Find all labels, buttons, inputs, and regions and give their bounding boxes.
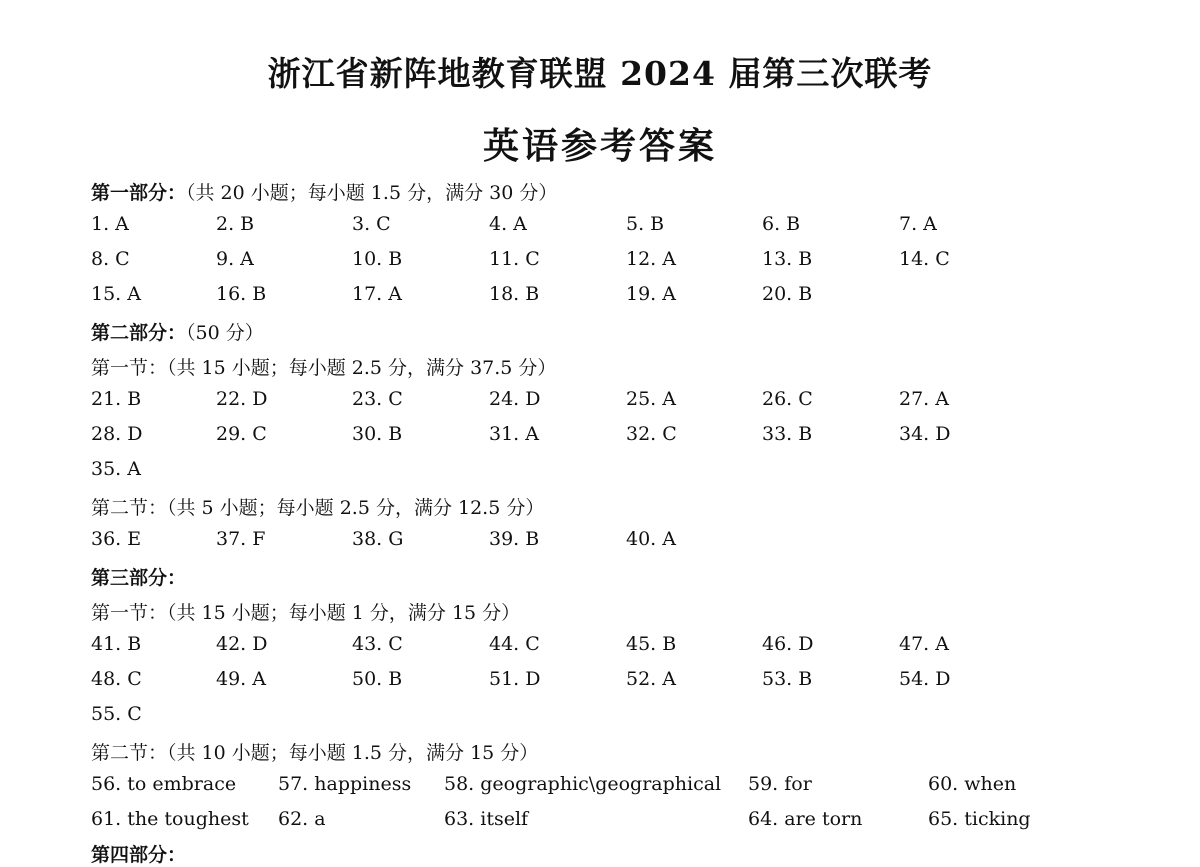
answer-item: 50. B (352, 668, 403, 690)
answer-item: 26. C (762, 388, 813, 410)
answer-item: 32. C (626, 423, 677, 445)
part3-heading: 第三部分： (91, 567, 187, 589)
answer-item: 11. C (489, 248, 540, 270)
answer-item: 63. itself (444, 808, 529, 830)
answer-item: 34. D (899, 423, 951, 445)
answer-item: 15. A (91, 283, 141, 305)
answer-item: 41. B (91, 633, 142, 655)
answer-item: 23. C (352, 388, 403, 410)
answer-item: 4. A (489, 213, 527, 235)
answer-item: 64. are torn (748, 808, 863, 830)
part1-heading: 第一部分： (91, 182, 187, 204)
answer-item: 8. C (91, 248, 130, 270)
answer-item: 48. C (91, 668, 142, 690)
answer-item: 47. A (899, 633, 949, 655)
answer-item: 7. A (899, 213, 937, 235)
answer-item: 42. D (216, 633, 268, 655)
answer-item: 5. B (626, 213, 665, 235)
answer-item: 21. B (91, 388, 142, 410)
answer-item: 33. B (762, 423, 813, 445)
answer-item: 16. B (216, 283, 267, 305)
answer-item: 20. B (762, 283, 813, 305)
answer-item: 40. A (626, 528, 676, 550)
answer-item: 56. to embrace (91, 773, 237, 795)
answer-item: 3. C (352, 213, 391, 235)
answer-item: 57. happiness (278, 773, 412, 795)
answer-item: 61. the toughest (91, 808, 249, 830)
answer-item: 60. when (928, 773, 1017, 795)
answer-item: 59. for (748, 773, 812, 795)
answer-item: 43. C (352, 633, 403, 655)
answer-item: 53. B (762, 668, 813, 690)
part4-heading: 第四部分： (91, 844, 187, 866)
answer-item: 62. a (278, 808, 326, 830)
answer-item: 12. A (626, 248, 676, 270)
answer-item: 13. B (762, 248, 813, 270)
answer-item: 2. B (216, 213, 255, 235)
answer-item: 58. geographic\geographical (444, 773, 722, 795)
answer-item: 39. B (489, 528, 540, 550)
doc-subtitle: 英语参考答案 (482, 125, 717, 167)
answer-item: 10. B (352, 248, 403, 270)
answer-item: 36. E (91, 528, 142, 550)
answer-item: 52. A (626, 668, 676, 690)
answer-item: 19. A (626, 283, 676, 305)
part4-heading-clip (91, 840, 211, 866)
answer-item: 55. C (91, 703, 142, 725)
answer-item: 37. F (216, 528, 266, 550)
answer-item: 30. B (352, 423, 403, 445)
part2-section2-label: 第二节：（共 5 小题；每小题 2.5 分，满分 12.5 分） (91, 497, 545, 519)
answer-item: 65. ticking (928, 808, 1031, 830)
answer-item: 29. C (216, 423, 267, 445)
answer-item: 25. A (626, 388, 676, 410)
answer-item: 54. D (899, 668, 951, 690)
part1-heading-line (91, 178, 557, 205)
answer-item: 27. A (899, 388, 949, 410)
answer-item: 18. B (489, 283, 540, 305)
answer-item: 1. A (91, 213, 129, 235)
answer-item: 24. D (489, 388, 541, 410)
answer-item: 9. A (216, 248, 254, 270)
answer-item: 38. G (352, 528, 404, 550)
part3-section1-label: 第一节：（共 15 小题；每小题 1 分，满分 15 分） (91, 602, 521, 624)
answer-item: 45. B (626, 633, 677, 655)
answer-item: 22. D (216, 388, 268, 410)
answer-item: 35. A (91, 458, 141, 480)
answer-item: 49. A (216, 668, 266, 690)
part3-section2-label: 第二节：（共 10 小题；每小题 1.5 分，满分 15 分） (91, 742, 539, 764)
answer-item: 46. D (762, 633, 814, 655)
answer-item: 17. A (352, 283, 402, 305)
part2-section1-label: 第一节：（共 15 小题；每小题 2.5 分，满分 37.5 分） (91, 357, 557, 379)
part2-heading: 第二部分： (91, 322, 187, 344)
part2-heading-line (91, 318, 264, 345)
answer-item: 51. D (489, 668, 541, 690)
answer-item: 44. C (489, 633, 540, 655)
answer-item: 14. C (899, 248, 950, 270)
part2-note: （50 分） (186, 322, 264, 344)
answer-item: 28. D (91, 423, 143, 445)
answer-item: 31. A (489, 423, 539, 445)
answer-item: 6. B (762, 213, 801, 235)
part1-note: （共 20 小题；每小题 1.5 分，满分 30 分） (186, 182, 558, 204)
exam-title: 浙江省新阵地教育联盟 2024 届第三次联考 (267, 54, 933, 93)
